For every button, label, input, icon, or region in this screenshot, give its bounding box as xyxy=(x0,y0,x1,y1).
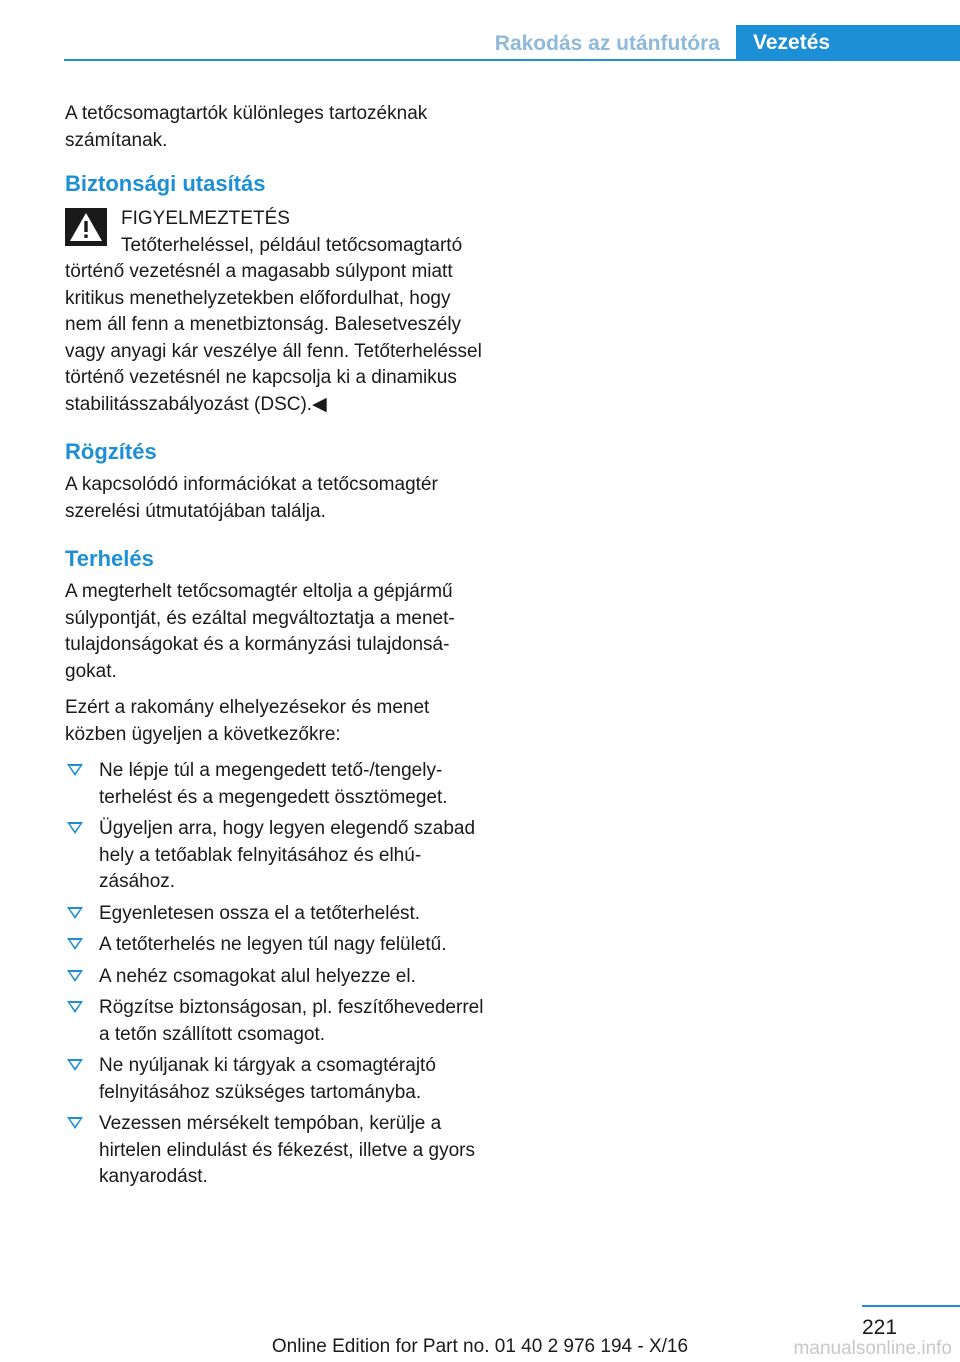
list-item-text: Egyenletesen ossza el a tetőterhelést. xyxy=(99,902,421,924)
header-section-title: Rakodás az utánfutóra xyxy=(494,32,720,55)
bullet-triangle-icon xyxy=(67,907,83,919)
content-column xyxy=(65,101,485,1196)
safety-heading: Biztonsági utasítás xyxy=(65,171,266,196)
list-item-text: Ne lépje túl a megengedett tető-/tengelyterhelést és a megengedett össztömeget. xyxy=(99,760,448,808)
header-chapter-tab: Vezetés xyxy=(736,25,960,61)
warning-block xyxy=(65,204,485,418)
bullet-triangle-icon xyxy=(67,938,83,950)
fixing-heading: Rögzítés xyxy=(65,439,157,464)
bullet-triangle-icon xyxy=(67,1117,83,1129)
loading-paragraph-1: A megterhelt tetőcsomagtér eltolja a gépjármű súlypontját, és ezáltal megváltoztatja a menettulajdonságokat és a kormányzási tulajdonságokat. xyxy=(65,581,455,682)
list-item xyxy=(65,758,485,811)
list-item-text: A nehéz csomagokat alul helyezze el. xyxy=(99,965,416,987)
list-item-text: Rögzítse biztonságosan, pl. feszítőhevederrel a tetőn szállított csomagot. xyxy=(99,997,484,1045)
bullet-triangle-icon xyxy=(67,1059,83,1071)
list-item-text: Ügyeljen arra, hogy legyen elegendő szabad hely a tetőablak felnyitásához és elhúzásához. xyxy=(99,818,476,892)
loading-list xyxy=(65,758,485,1191)
bullet-triangle-icon xyxy=(67,970,83,982)
list-item xyxy=(65,1111,485,1191)
footer-rule xyxy=(862,1305,960,1307)
page-number: 221 xyxy=(862,1316,898,1339)
list-item-text: Ne nyúljanak ki tárgyak a csomagtérajtó felnyitásához szükséges tartományba. xyxy=(99,1055,436,1103)
watermark: manualsonline.info xyxy=(793,1338,952,1359)
edition-footer: Online Edition for Part no. 01 40 2 976 194 - X/16 xyxy=(271,1336,689,1357)
bullet-triangle-icon xyxy=(67,822,83,834)
header-rule xyxy=(64,59,736,61)
list-item-text: Vezessen mérsékelt tempóban, kerülje a hirtelen elindulást és fékezést, illetve a gyors kanyarodást. xyxy=(99,1113,475,1187)
bullet-triangle-icon xyxy=(67,1001,83,1013)
list-item xyxy=(65,964,485,991)
list-item xyxy=(65,1053,485,1106)
list-item xyxy=(65,901,485,928)
list-item xyxy=(65,995,485,1048)
loading-heading: Terhelés xyxy=(65,546,154,571)
warning-triangle-icon xyxy=(65,208,107,246)
intro-paragraph: A tetőcsomagtartók különleges tartozéknak számítanak. xyxy=(65,103,428,151)
list-item xyxy=(65,932,485,959)
list-item xyxy=(65,816,485,896)
loading-paragraph-2: Ezért a rakomány elhelyezésekor és menet közben ügyeljen a következőkre: xyxy=(65,697,430,745)
warning-text: Tetőterheléssel, például tetőcsomagtartó történő vezetésnél a magasabb súlypont miatt kritikus menethelyzetekben előfordulhat, hogy nem áll fenn a menetbiztonság. Balesetveszély vagy anyagi kár veszélye áll fenn. Tetőterheléssel történő vezetésnél ne kapcsolja ki a dinamikus stabilitásszabályozást (DSC).◀ xyxy=(65,234,482,415)
fixing-paragraph: A kapcsolódó információkat a tetőcsomagtér szerelési útmutatójában találja. xyxy=(65,474,438,522)
warning-title: FIGYELMEZTETÉS xyxy=(121,208,290,229)
list-item-text: A tetőterhelés ne legyen túl nagy felületű. xyxy=(99,934,447,955)
bullet-triangle-icon xyxy=(67,764,83,776)
